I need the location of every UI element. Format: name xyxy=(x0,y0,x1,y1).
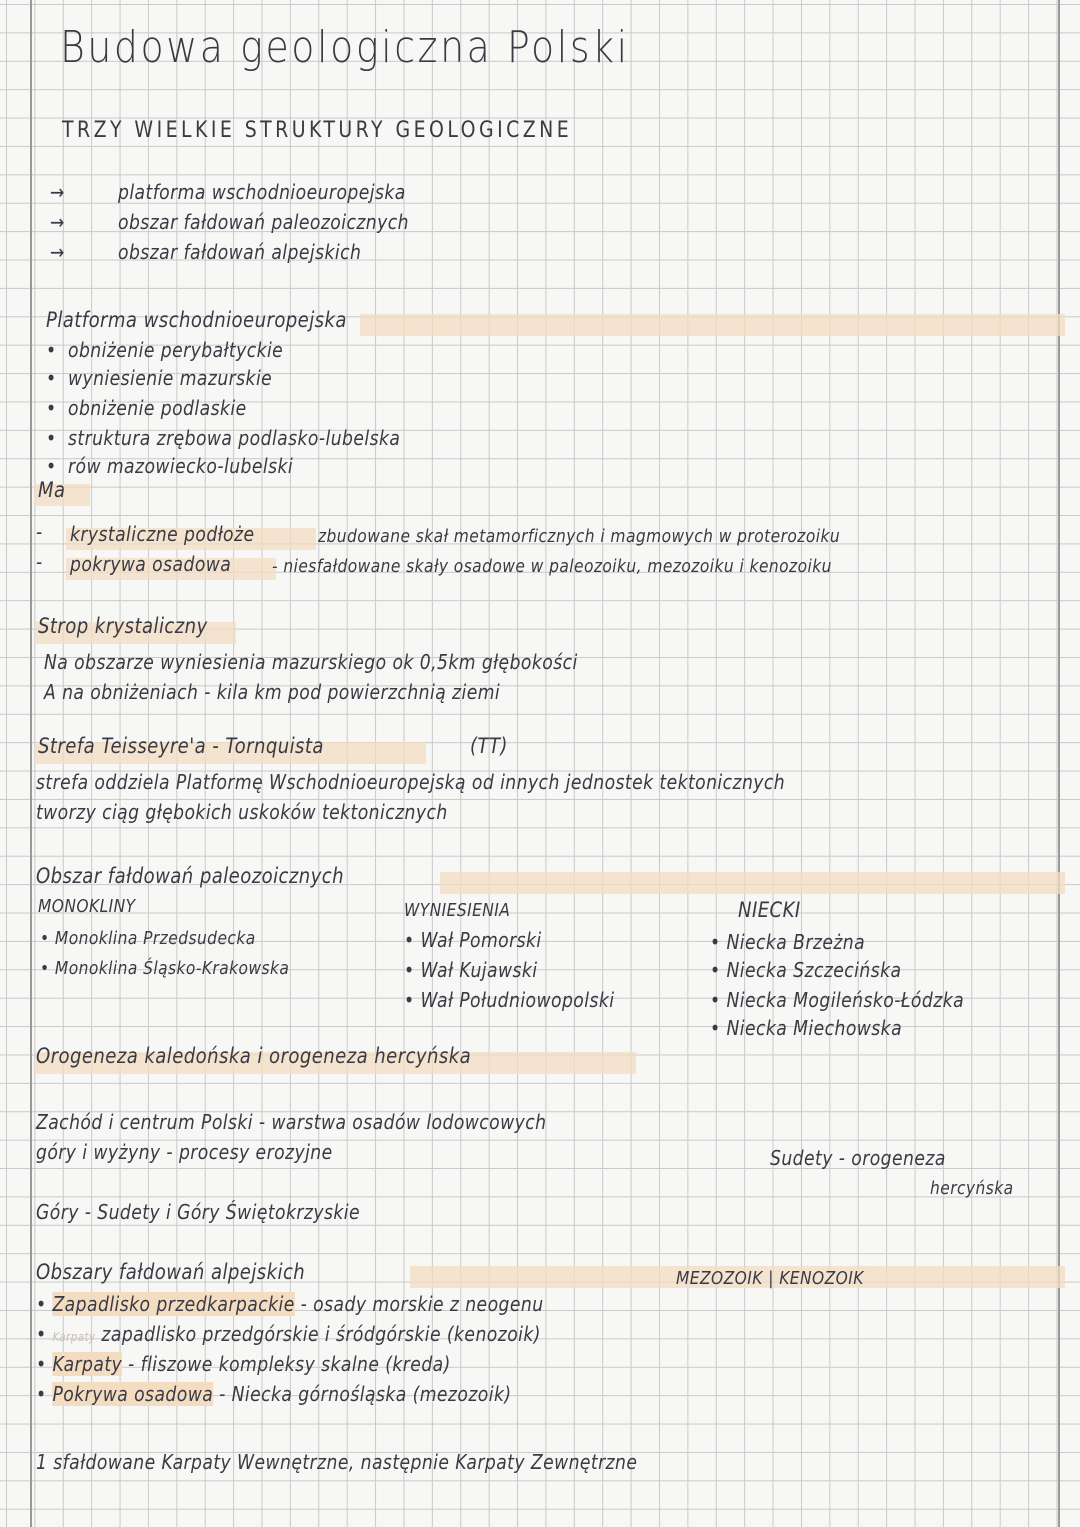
highlight xyxy=(440,872,1065,894)
arrow-icon: → xyxy=(50,210,65,234)
bullet-icon: • xyxy=(46,366,57,390)
section-heading: Ma xyxy=(38,478,66,502)
column-title: WYNIESIENIA xyxy=(404,900,511,921)
subtitle: TRZY WIELKIE STRUKTURY GEOLOGICZNE xyxy=(62,118,573,143)
side-note: hercyńska xyxy=(930,1178,1014,1199)
dash: - xyxy=(36,520,43,544)
section-heading: Strefa Teisseyre'a - Tornquista xyxy=(38,734,324,758)
list-item: wyniesienie mazurskie xyxy=(68,366,273,390)
text-line: Zachód i centrum Polski - warstwa osadów lodowcowych xyxy=(36,1110,547,1134)
bullet-icon: • xyxy=(46,338,57,362)
list-item: obniżenie podlaskie xyxy=(68,396,247,420)
highlight xyxy=(360,314,1065,336)
list-item: • Niecka Mogileńsko-Łódzka xyxy=(710,988,965,1012)
list-item: obniżenie perybałtyckie xyxy=(68,338,284,362)
section-heading: Obszar fałdowań paleozoicznych xyxy=(36,864,345,888)
list-item: • Niecka Miechowska xyxy=(710,1016,903,1040)
text-line: Na obszarze wyniesienia mazurskiego ok 0,5km głębokości xyxy=(44,650,578,674)
highlighted-term: krystaliczne podłoże xyxy=(70,522,255,546)
list-item: struktura zrębowa podlasko-lubelska xyxy=(68,426,401,450)
section-heading: Platforma wschodnioeuropejska xyxy=(46,308,347,332)
description: - niesfałdowane skały osadowe w paleozoiku, mezozoiku i kenozoiku xyxy=(272,556,832,577)
list-item: • Wał Kujawski xyxy=(404,958,538,982)
bullet-icon: • xyxy=(46,426,57,450)
list-item: • Zapadlisko przedkarpackie - osady morskie z neogenu xyxy=(36,1292,544,1316)
text-line: Góry - Sudety i Góry Świętokrzyskie xyxy=(36,1200,360,1224)
list-item: • Pokrywa osadowa - Niecka górnośląska (mezozoik) xyxy=(36,1382,512,1406)
structure-item: platforma wschodnioeuropejska xyxy=(118,180,406,204)
list-item: • Niecka Szczecińska xyxy=(710,958,902,982)
text-line: strefa oddziela Platformę Wschodnioeuropejską od innych jednostek tektonicznych xyxy=(36,770,786,794)
arrow-icon: → xyxy=(50,180,65,204)
section-heading: Strop krystaliczny xyxy=(38,614,208,638)
column-title: MONOKLINY xyxy=(38,896,136,917)
side-note: Sudety - orogeneza xyxy=(770,1146,946,1170)
section-heading: Orogeneza kaledońska i orogeneza hercyńska xyxy=(36,1044,472,1068)
text-line: góry i wyżyny - procesy erozyjne xyxy=(36,1140,333,1164)
text-line: tworzy ciąg głębokich uskoków tektonicznych xyxy=(36,800,448,824)
list-item: • Wał Pomorski xyxy=(404,928,542,952)
page-title: Budowa geologiczna Polski xyxy=(60,22,630,73)
list-item: • Karpaty - fliszowe kompleksy skalne (kreda) xyxy=(36,1352,451,1376)
description: zbudowane skał metamorficznych i magmowych w proterozoiku xyxy=(318,526,841,547)
list-item: • Wał Południowopolski xyxy=(404,988,615,1012)
structure-item: obszar fałdowań paleozoicznych xyxy=(118,210,409,234)
list-item: • Monoklina Śląsko-Krakowska xyxy=(40,958,290,979)
footer-note: 1 sfałdowane Karpaty Wewnętrzne, następnie Karpaty Zewnętrzne xyxy=(36,1450,638,1474)
abbreviation: (TT) xyxy=(470,734,508,758)
arrow-icon: → xyxy=(50,240,65,264)
section-heading: Obszary fałdowań alpejskich xyxy=(36,1260,306,1284)
structure-item: obszar fałdowań alpejskich xyxy=(118,240,362,264)
dash: - xyxy=(36,550,43,574)
bullet-icon: • xyxy=(46,454,57,478)
list-item: • Karpaty zapadlisko przedgórskie i śródgórskie (kenozoik) xyxy=(36,1322,541,1346)
list-item: rów mazowiecko-lubelski xyxy=(68,454,294,478)
era-labels: MEZOZOIK | KENOZOIK xyxy=(676,1268,864,1289)
list-item: • Niecka Brzeżna xyxy=(710,930,866,954)
bullet-icon: • xyxy=(46,396,57,420)
column-title: NIECKI xyxy=(738,898,801,922)
highlighted-term: pokrywa osadowa xyxy=(70,552,232,576)
text-line: A na obniżeniach - kila km pod powierzchnią ziemi xyxy=(44,680,501,704)
list-item: • Monoklina Przedsudecka xyxy=(40,928,256,949)
